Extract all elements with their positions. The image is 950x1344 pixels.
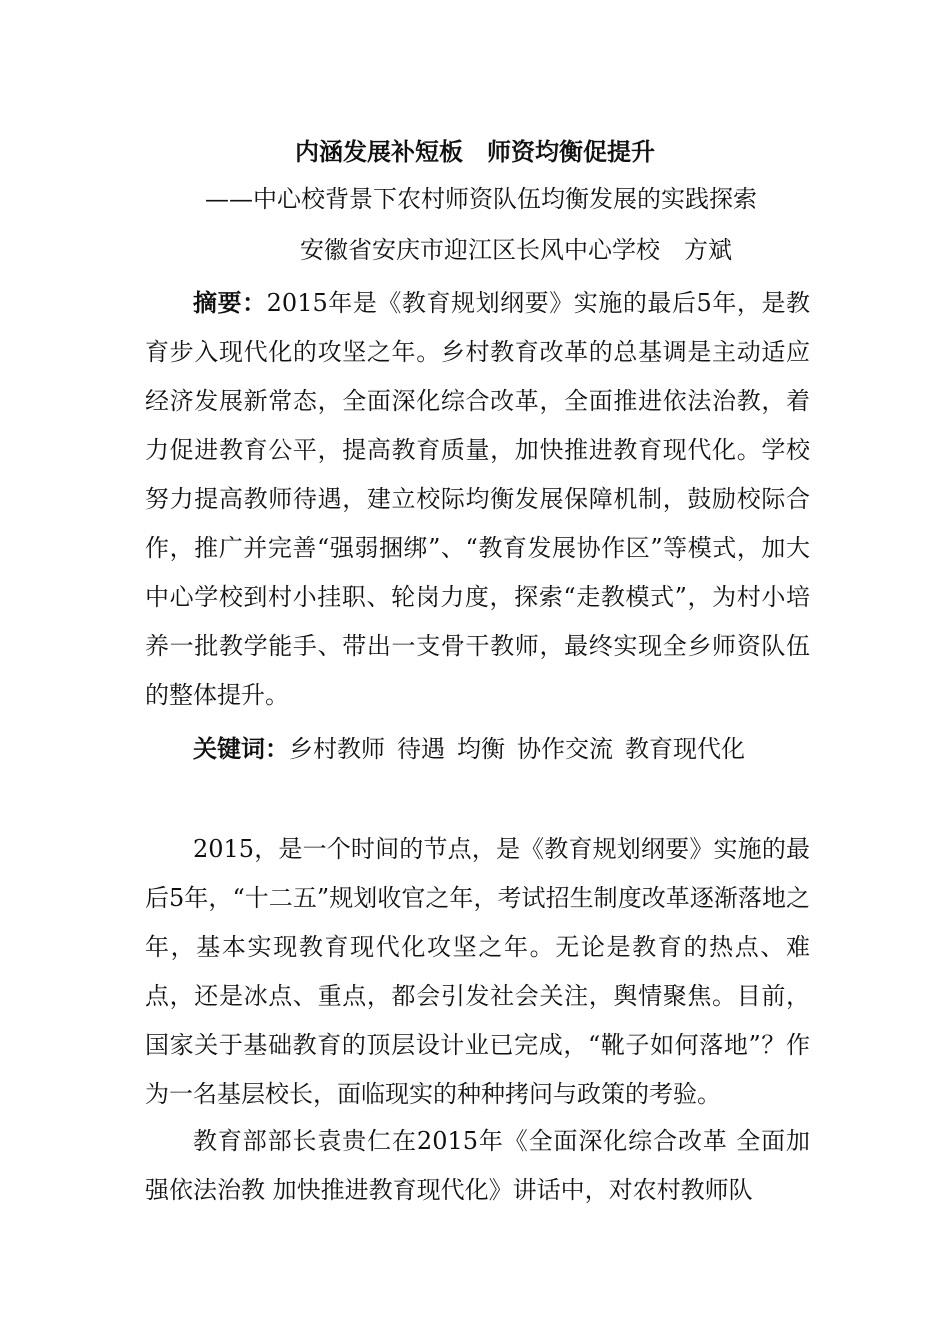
keyword-term: 均衡: [457, 735, 505, 763]
body-paragraph: 教育部部长袁贵仁在2015年《全面深化综合改革 全面加强依法治教 加快推进教育现代化》讲话中，对农村教师队: [145, 1127, 810, 1204]
document-subtitle: ——中心校背景下农村师资队伍均衡发展的实践探索: [205, 185, 757, 213]
abstract-label: 摘要：: [193, 289, 267, 317]
keyword-term: 乡村教师: [289, 735, 385, 763]
abstract-paragraph: [145, 279, 810, 720]
keyword-term: 教育现代化: [625, 735, 745, 763]
document-title: 内涵发展补短板 师资均衡促提升: [295, 138, 655, 166]
author-line: 安徽省安庆市迎江区长风中心学校 方斌: [300, 236, 732, 264]
keyword-term: 待遇: [397, 735, 445, 763]
abstract-text: 2015年是《教育规划纲要》实施的最后5年，是教育步入现代化的攻坚之年。乡村教育改革的总基调是主动适应经济发展新常态，全面深化综合改革，全面推进依法治教，着力促进教育公平，提高教育质量，加快推进教育现代化。学校努力提高教师待遇，建立校际均衡发展保障机制，鼓励校际合作，推广并完善“强弱捆绑”、“教育发展协作区”等模式，加大中心学校到村小挂职、轮岗力度，探索“走教模式”，为村小培养一批教学能手、带出一支骨干教师，最终实现全乡师资队伍的整体提升。: [145, 289, 810, 709]
keywords-label: 关键词：: [193, 735, 289, 763]
keyword-term: 协作交流: [517, 735, 613, 763]
keywords-line: [145, 725, 810, 774]
body-paragraph: 2015，是一个时间的节点，是《教育规划纲要》实施的最后5年，“十二五”规划收官之年，考试招生制度改革逐渐落地之年，基本实现教育现代化攻坚之年。无论是教育的热点、难点，还是冰点、重点，都会引发社会关注，舆情聚焦。目前，国家关于基础教育的顶层设计业已完成，“靴子如何落地”？作为一名基层校长，面临现实的种种拷问与政策的考验。: [145, 835, 810, 1108]
